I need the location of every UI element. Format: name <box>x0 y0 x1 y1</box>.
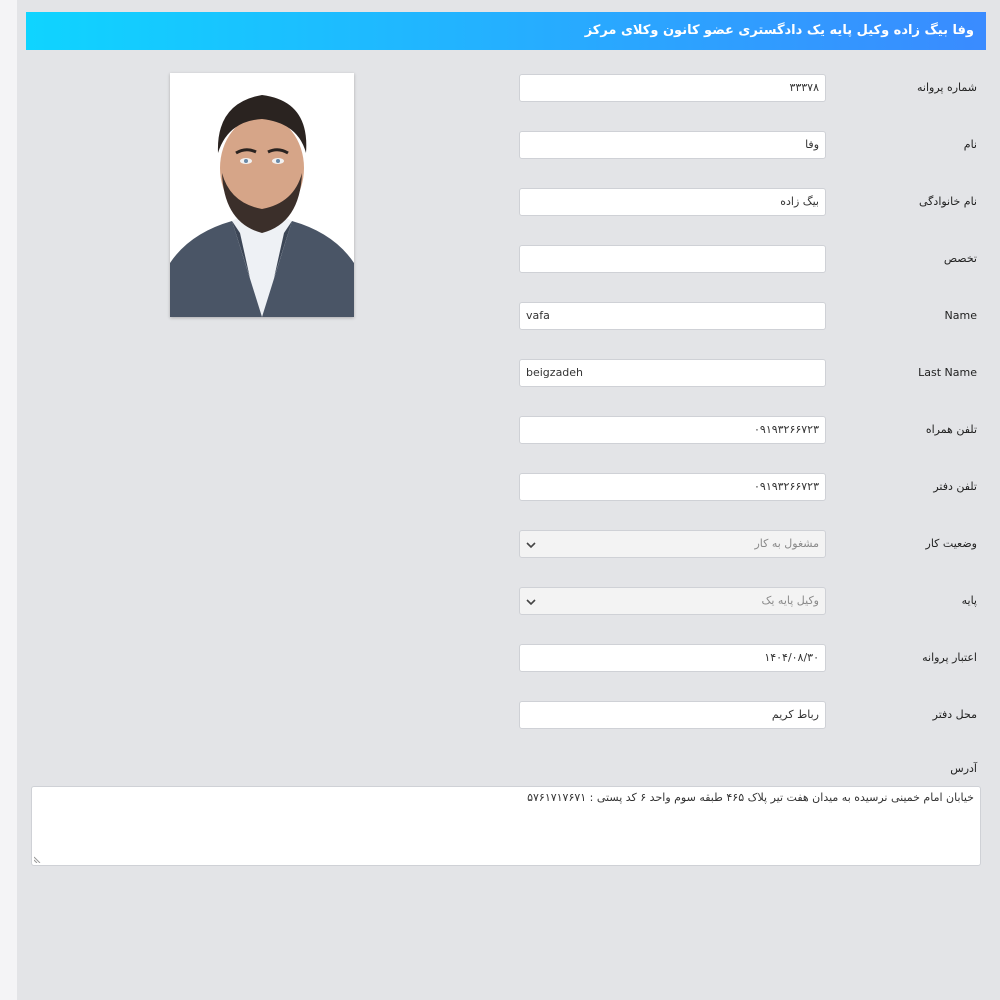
profile-photo <box>170 73 354 317</box>
page-title: وفا بیگ زاده وکیل پایه یک دادگستری عضو کانون وکلای مرکز <box>26 12 986 50</box>
first-name-label: نام <box>963 138 977 151</box>
work-status-label: وضعیت کار <box>925 537 977 550</box>
license-number-label: شماره پروانه <box>917 81 977 94</box>
last-name-label: نام خانوادگی <box>919 195 977 208</box>
row-grade <box>519 587 979 615</box>
specialty-field[interactable] <box>519 245 826 273</box>
row-license-number <box>519 74 979 102</box>
name-en-label: Name <box>944 309 977 322</box>
row-mobile <box>519 416 979 444</box>
row-office-location <box>519 701 979 729</box>
office-location-field[interactable]: رباط کریم <box>519 701 826 729</box>
last-name-en-label: Last Name <box>918 366 977 379</box>
license-validity-label: اعتبار پروانه <box>922 651 977 664</box>
row-specialty <box>519 245 979 273</box>
last-name-en-field[interactable]: beigzadeh <box>519 359 826 387</box>
first-name-field[interactable]: وفا <box>519 131 826 159</box>
resize-handle-icon[interactable] <box>34 855 42 863</box>
mobile-label: تلفن همراه <box>925 423 977 436</box>
license-validity-field[interactable]: ۱۴۰۴/۰۸/۳۰ <box>519 644 826 672</box>
row-first-name <box>519 131 979 159</box>
grade-value: وکیل پایه یک <box>761 594 819 607</box>
row-work-status <box>519 530 979 558</box>
address-textarea[interactable] <box>31 786 981 866</box>
grade-select[interactable] <box>519 587 826 615</box>
address-text: خیابان امام خمینی نرسیده به میدان هفت تیر پلاک ۴۶۵ طبقه سوم واحد ۶ کد پستی : ۵۷۶۱۷۱۷۶۷۱ <box>527 791 974 804</box>
address-label: آدرس <box>950 762 977 775</box>
row-office-phone <box>519 473 979 501</box>
license-number-field[interactable]: ۳۳۳۷۸ <box>519 74 826 102</box>
work-status-value: مشغول به کار <box>754 537 819 550</box>
work-status-select[interactable] <box>519 530 826 558</box>
row-last-name <box>519 188 979 216</box>
name-en-field[interactable]: vafa <box>519 302 826 330</box>
row-last-name-en <box>519 359 979 387</box>
chevron-down-icon <box>526 597 536 607</box>
office-phone-field[interactable]: ۰۹۱۹۳۲۶۶۷۲۳ <box>519 473 826 501</box>
specialty-label: تخصص <box>943 252 977 265</box>
row-license-validity <box>519 644 979 672</box>
grade-label: پایه <box>961 594 977 607</box>
person-photo-icon <box>170 73 354 317</box>
office-phone-label: تلفن دفتر <box>933 480 977 493</box>
office-location-label: محل دفتر <box>932 708 977 721</box>
chevron-down-icon <box>526 540 536 550</box>
row-name-en <box>519 302 979 330</box>
last-name-field[interactable]: بیگ زاده <box>519 188 826 216</box>
mobile-field[interactable]: ۰۹۱۹۳۲۶۶۷۲۳ <box>519 416 826 444</box>
